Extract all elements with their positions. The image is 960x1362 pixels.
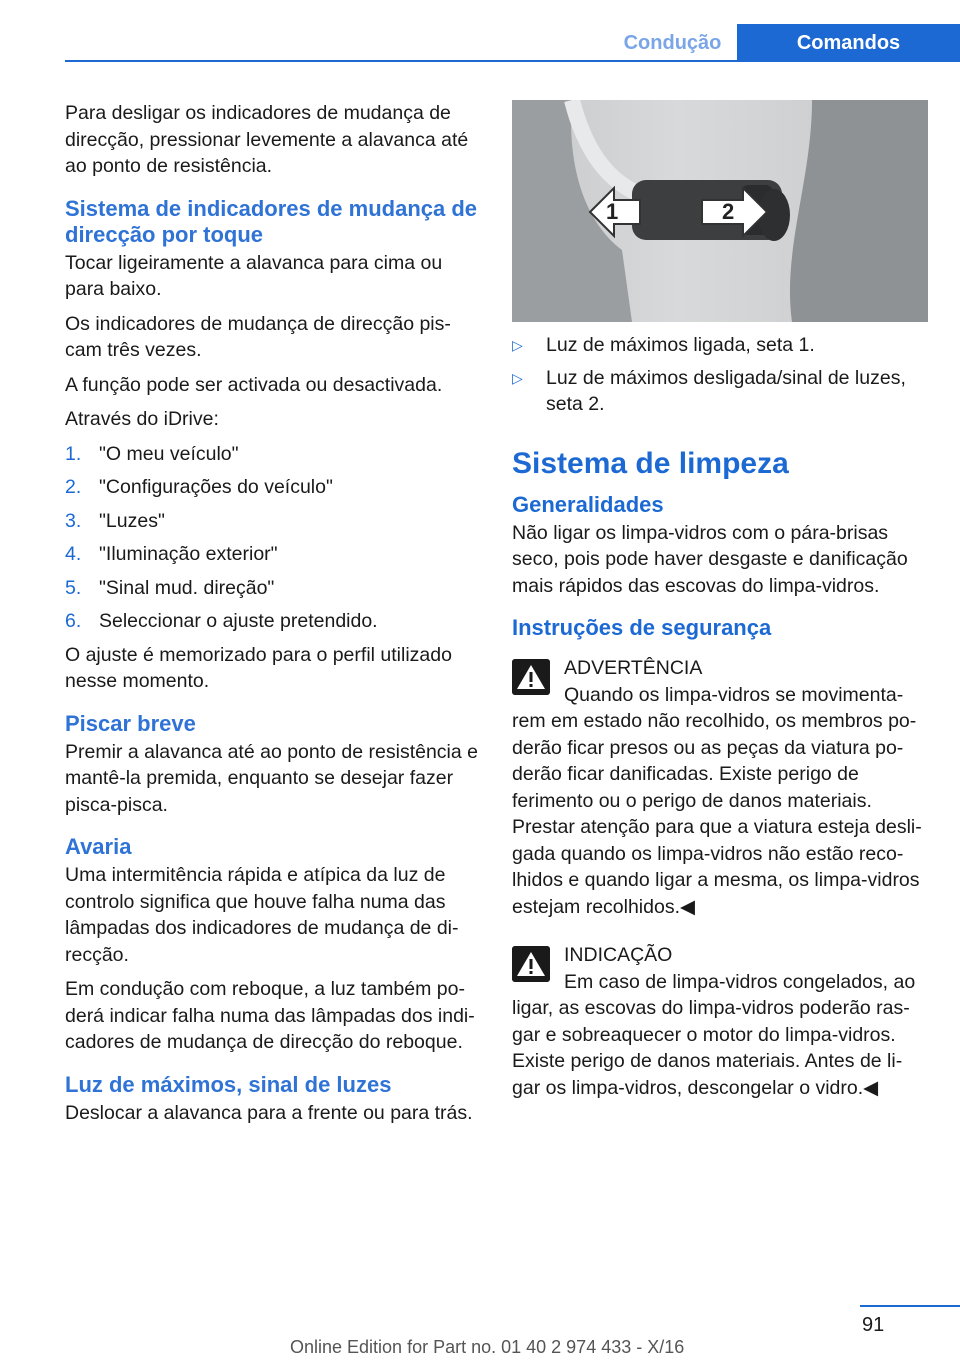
- heading-cleaning-system: Sistema de limpeza: [512, 446, 789, 480]
- footer-rule: [860, 1305, 960, 1307]
- high-beam-bullets: [512, 332, 930, 418]
- high-beam-paragraph: Deslocar a alavanca para a frente ou para trás.: [65, 1101, 473, 1124]
- bullet-text: Luz de máximos desligada/sinal de luzes, seta 2.: [546, 366, 906, 415]
- step-text: Seleccionar o ajuste pretendido.: [99, 610, 378, 632]
- note-block: [512, 942, 930, 1101]
- tab-comandos[interactable]: Comandos: [737, 24, 960, 62]
- heading-general: Generalidades: [512, 491, 664, 517]
- warning-icon: [512, 946, 550, 982]
- general-paragraph: Não ligar os limpa-vidros com o pára-brisas seco, pois pode haver desgaste e danificação mais rápidos das escovas do limpa-vidros.: [512, 521, 908, 597]
- arrow-label-2: 2: [722, 199, 735, 224]
- step-text: "Luzes": [99, 509, 165, 532]
- touch-paragraph-2: Os indicadores de mudança de direcção pis-cam três vezes.: [65, 312, 451, 361]
- warning-title: ADVERTÊNCIA: [564, 657, 703, 679]
- warning-text: rem em estado não recolhido, os membros po-derão ficar presos ou as peças da viatura po-derão ficar danificadas. Existe perigo de ferimento ou o perigo de danos materiais. Prestar atenção para que a viatura esteja desli-gada quando os limpa-vidros não estão reco-lhidos e quando ligar a mesma, os limpa-vidros estejam recolhidos.◀: [512, 710, 922, 918]
- touch-paragraph-4: Através do iDrive:: [65, 408, 219, 430]
- right-column: [512, 100, 930, 1101]
- touch-paragraph-5: O ajuste é memorizado para o perfil utilizado nesse momento.: [65, 643, 452, 692]
- warning-text-first-line: Quando os limpa-vidros se movimenta-: [564, 683, 904, 706]
- touch-paragraph-1: Tocar ligeiramente a alavanca para cima ou para baixo.: [65, 251, 443, 300]
- idrive-steps: [65, 441, 480, 635]
- arrow-label-1: 1: [606, 199, 619, 224]
- brief-paragraph: Premir a alavanca até ao ponto de resistência e mantê-la premida, enquanto se desejar fazer pisca-pisca.: [65, 740, 478, 816]
- list-item: [65, 541, 480, 568]
- step-number: 4.: [65, 543, 82, 565]
- heading-brief-flash: Piscar breve: [65, 710, 196, 736]
- page-number: 91: [862, 1314, 885, 1336]
- tab-conducao[interactable]: Condução: [623, 32, 722, 54]
- heading-fault: Avaria: [65, 834, 132, 859]
- list-item: [65, 608, 480, 635]
- bullet-text: Luz de máximos ligada, seta 1.: [546, 334, 815, 356]
- list-item: [512, 332, 930, 359]
- step-number: 1.: [65, 442, 82, 465]
- warning-block: [512, 655, 930, 920]
- heading-safety: Instruções de segurança: [512, 615, 772, 640]
- step-text: "O meu veículo": [99, 442, 239, 465]
- triangle-bullet-icon: ▷: [512, 337, 523, 353]
- note-title: INDICAÇÃO: [564, 944, 673, 966]
- fault-paragraph-2: Em condução com reboque, a luz também po-derá indicar falha numa das lâmpadas dos indi-cadores de mudança de direcção do reboque.: [65, 978, 475, 1053]
- list-item: [65, 441, 480, 468]
- heading-high-beam: Luz de máximos, sinal de luzes: [65, 1071, 392, 1097]
- step-text: "Sinal mud. direção": [99, 576, 275, 599]
- warning-icon: [512, 659, 550, 695]
- step-number: 3.: [65, 509, 82, 532]
- list-item: [65, 474, 480, 501]
- step-number: 5.: [65, 576, 82, 599]
- step-number: 2.: [65, 476, 82, 498]
- edition-footer: Online Edition for Part no. 01 40 2 974 433 - X/16: [290, 1337, 685, 1357]
- lever-drawing: [512, 100, 928, 322]
- note-text: ligar, as escovas do limpa-vidros poderão ras-gar e sobreaquecer o motor do limpa-vidros. Existe perigo de danos materiais. Antes de li-gar os limpa-vidros, descongelar o vidro.◀: [512, 997, 910, 1099]
- note-text-first-line: Em caso de limpa-vidros congelados, ao: [564, 970, 916, 993]
- list-item: [65, 508, 480, 535]
- step-text: "Configurações do veículo": [99, 476, 333, 498]
- fault-paragraph-1: Uma intermitência rápida e atípica da luz de controlo significa que houve falha numa das lâmpadas dos indicadores de mudança de di-recção.: [65, 864, 459, 966]
- step-number: 6.: [65, 610, 82, 632]
- list-item: [65, 575, 480, 602]
- touch-paragraph-3: A função pode ser activada ou desactivada.: [65, 373, 443, 396]
- list-item: [512, 365, 930, 418]
- left-column: [65, 100, 480, 1134]
- lever-illustration: [512, 100, 928, 322]
- step-text: "Iluminação exterior": [99, 543, 278, 565]
- heading-touch-indicators: Sistema de indicadores de mudança de direcção por toque: [65, 195, 478, 247]
- triangle-bullet-icon: ▷: [512, 369, 523, 386]
- intro-paragraph: Para desligar os indicadores de mudança de direcção, pressionar levemente a alavanca até ao ponto de resistência.: [65, 102, 469, 177]
